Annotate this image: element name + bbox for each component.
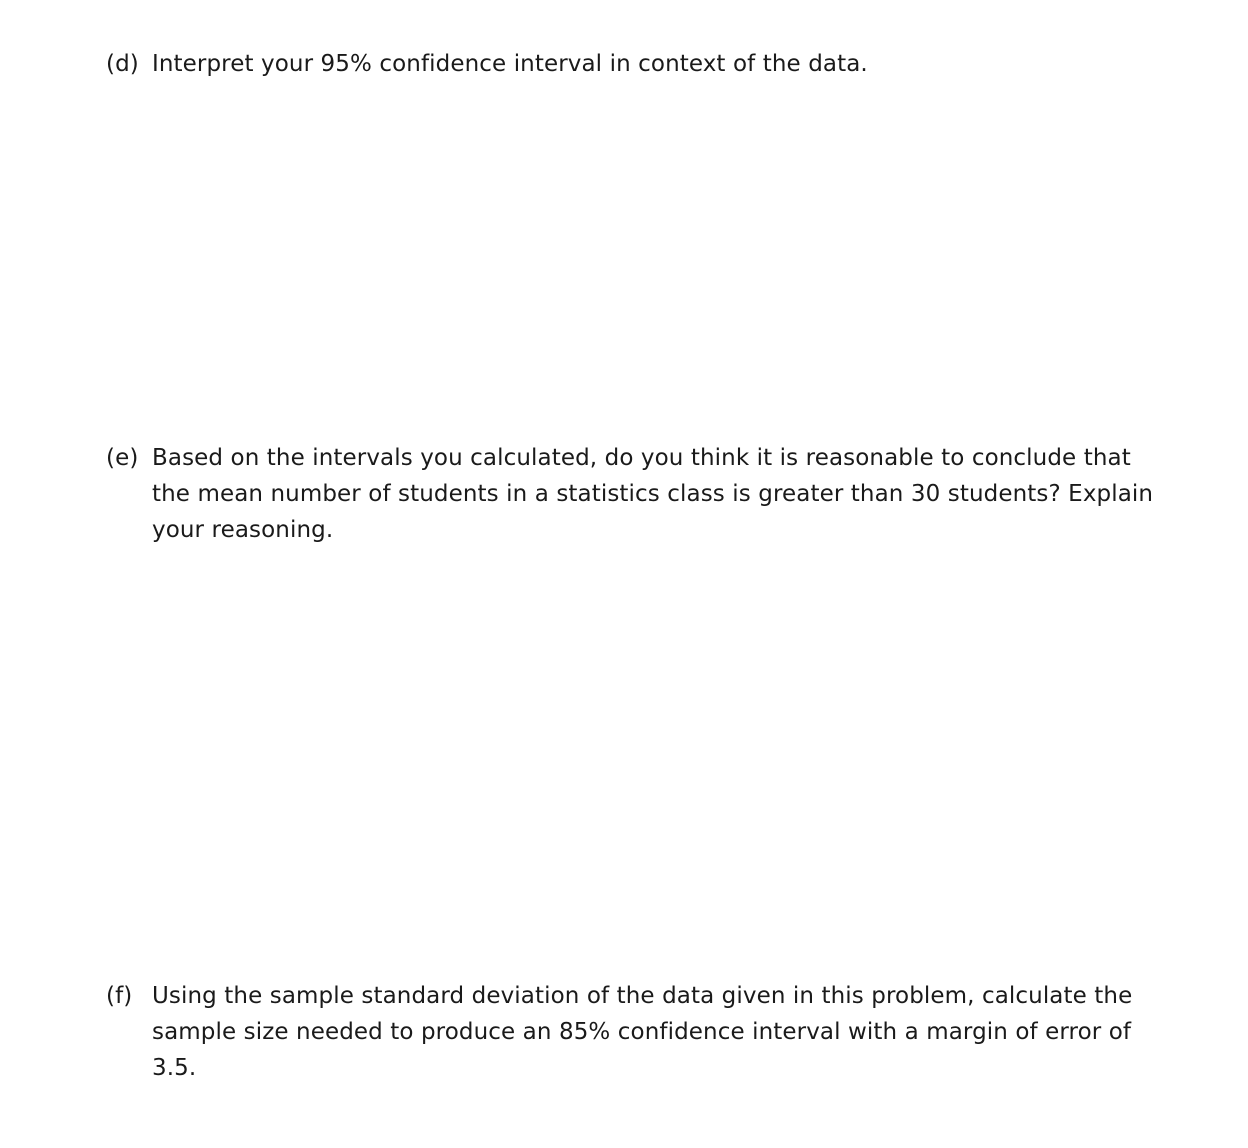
question-f <box>106 978 1176 1086</box>
question-text: Interpret your 95% confidence interval in context of the data. <box>152 51 868 77</box>
question-label: (e) <box>106 445 139 471</box>
question-label: (f) <box>106 983 133 1009</box>
question-label: (d) <box>106 51 139 77</box>
question-text: Based on the intervals you calculated, do you think it is reasonable to conclude that the mean number of students in a statistics class is greater than 30 students? Explain your reasoning. <box>152 445 1154 543</box>
question-e <box>106 440 1176 548</box>
question-d <box>106 46 1176 82</box>
question-text: Using the sample standard deviation of the data given in this problem, calculate the sample size needed to produce an 85% confidence interval with a margin of error of 3.5. <box>152 983 1133 1081</box>
